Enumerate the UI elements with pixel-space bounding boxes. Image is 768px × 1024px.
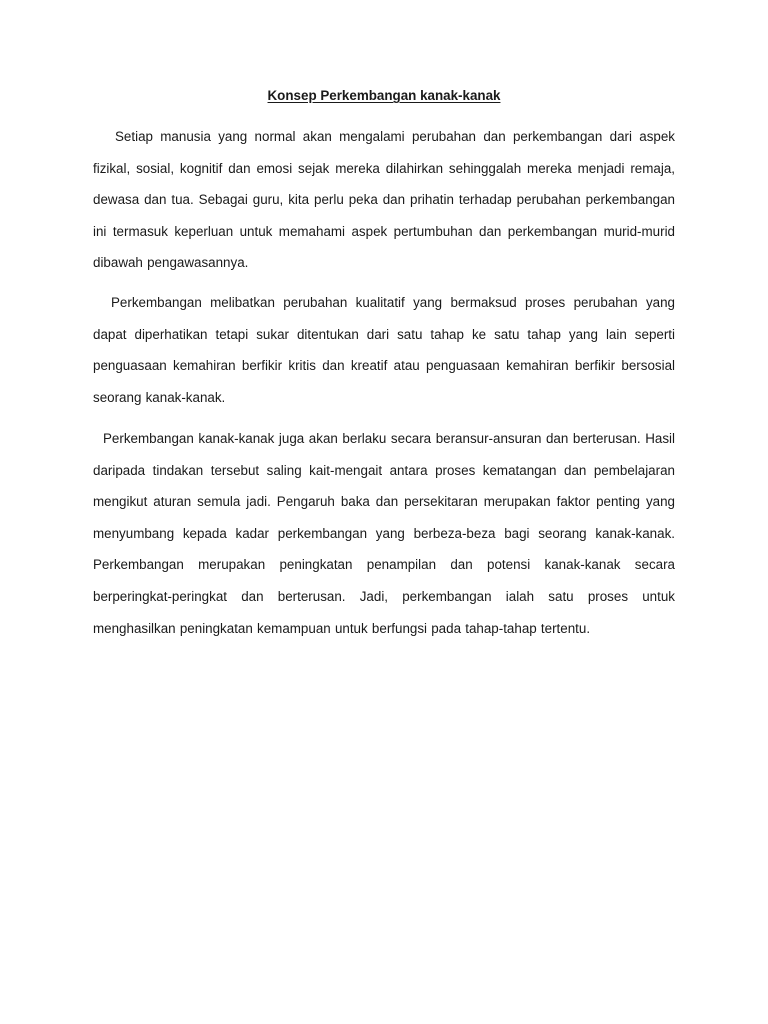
document-title: Konsep Perkembangan kanak-kanak <box>267 88 501 103</box>
paragraph-3: Perkembangan kanak-kanak juga akan berlaku secara beransur-ansuran dan berterusan. Hasil daripada tindakan tersebut saling kait-mengait antara proses kematangan dan pembelajaran mengikut aturan semula jadi. Pengaruh baka dan persekitaran merupakan faktor penting yang menyumbang kepada kadar perkembangan yang berbeza-beza bagi seorang kanak-kanak. Perkembangan merupakan peningkatan penampilan dan potensi kanak-kanak secara berperingkat-peringkat dan berterusan. Jadi, perkembangan ialah satu proses untuk menghasilkan peningkatan kemampuan untuk berfungsi pada tahap-tahap tertentu. <box>93 431 675 636</box>
paragraph-2: Perkembangan melibatkan perubahan kualitatif yang bermaksud proses perubahan yang dapat diperhatikan tetapi sukar ditentukan dari satu tahap ke satu tahap yang lain seperti penguasaan kemahiran berfikir kritis dan kreatif atau penguasaan kemahiran berfikir bersosial seorang kanak-kanak. <box>93 295 675 405</box>
paragraph-1: Setiap manusia yang normal akan mengalami perubahan dan perkembangan dari aspek fizikal, sosial, kognitif dan emosi sejak mereka dilahirkan sehinggalah mereka menjadi remaja, dewasa dan tua. Sebagai guru, kita perlu peka dan prihatin terhadap perubahan perkembangan ini termasuk keperluan untuk memahami aspek pertumbuhan dan perkembangan murid-murid dibawah pengawasannya. <box>93 129 675 271</box>
